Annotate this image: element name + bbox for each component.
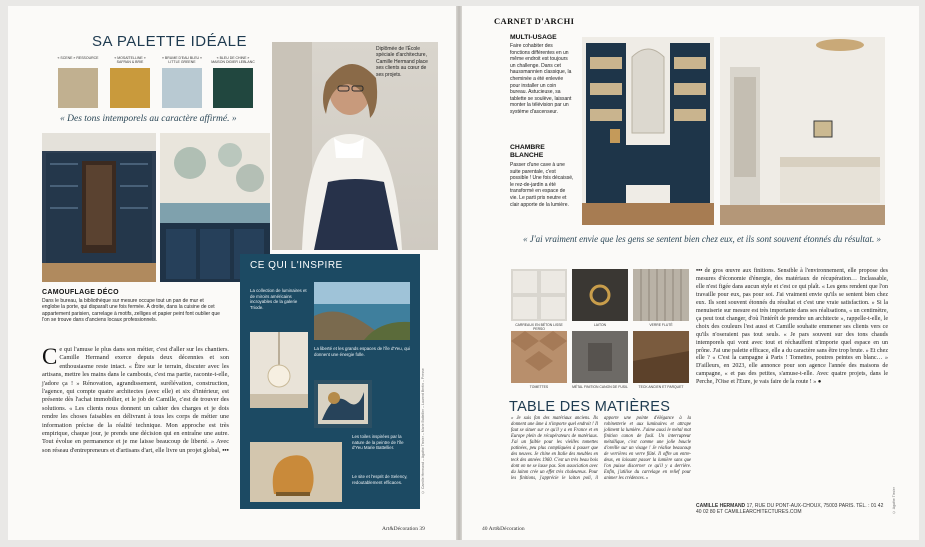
material-caption: CARREAUX EN BÉTON LISSE PERSO [515,323,563,331]
armchair-photo [250,442,342,502]
camouflage-text: Dans le bureau, la bibliothèque sur mesure occupe tout un pan de mur et englobe la porte, qui disparaît une fois fermée. À droite, dans la cuisine de cet appartement parisien, carrelage à motifs, zelliges et papier peint font oublier que l'on se trouve dans d'anciens locaux professionnels. [42,298,220,323]
swatch-caption: « BLEU DE CHINE » MAISON DIDIER LEBLANC [211,56,255,65]
multi-usage-text: Faire cohabiter des fonctions différentes en un même endroit est toujours un challenge. Dans cet haussmannien classique, la cheminée a été enlevée pour installer un coin bureau. Astucieuse, sa tablette se soulève, laissant monter la télévision par un système d'ascenseur. [510,43,572,115]
color-swatch [162,68,202,108]
material-caption: LAITON [593,323,607,327]
inspire-item: La collection de luminaires et de miroirs américains incroyables de la galerie Triode. [250,288,307,310]
materials-table-title: TABLE DES MATIÈRES [509,399,671,415]
inspire-item: Les toiles inspirées par la nature de la peintre de l'île d'Yeu Marie Battellier. [352,434,404,451]
swatch-caption: « BRUME D'EAU BLEU » LITTLE GREENE [162,56,202,65]
inspire-item: La liberté et les grands espaces de l'île d'Yeu, qui donnent une énergie folle. [314,346,410,357]
inspire-item: Le site et l'esprit de Selency, redoutablement efficaces. [352,474,408,485]
material-swatch [572,331,628,383]
contact-info [696,503,888,516]
palette-title: SA PALETTE IDÉALE [92,33,247,50]
drop-cap: C [42,344,58,369]
chambre-title: CHAMBRE BLANCHE [510,144,545,159]
architect-address: 17, RUE DU PONT-AUX-CHOUX, 75003 PARIS. TÉL. : 01 42 40 02 80 ET CAMILLEARCHITECTURES.COM [696,503,884,516]
material-swatch [572,269,628,321]
materials-table-text: « Je suis fan des matériaux anciens. Ils donnent une âme à n'importe quel endroit ! Il faut se situer sur ce qu'il y a en France et en Europe plein de récupérateurs de matériaux. J'ai un faible pour les vieilles tomettes patinées, peu plus compliquées à passer que des neuves. Je chine en Italie des meubles en teck des années 1960. C'est un très beau bois dont on ne se lasse pas. Son association avec du laiton crée un effet très chaleureux. Pour les finitions, j'apprécie le laiton poli, il apporte une pointe d'élégance à la robinetterie et aux luminaires et attrape joliment la lumière. J'aime aussi le métal mat finition canon de fusil. Un interrupteur métallique, c'est comme une jolie boucle d'oreille sur un visage ! Je réalise beaucoup de verrières en verre flûté. Il offre un entre-deux, en laissant passer la lumière sans que l'on puisse discerner ce qu'il y a derrière. Enfin, j'utilise du carrelage en relief pour animer les crédences. » [511,416,691,481]
pull-quote: « J'ai vraiment envie que les gens se sentent bien chez eux, et ils sont souvent étonnés du résultat. » [522,234,882,244]
painting-photo [314,380,372,428]
color-swatch [110,68,150,108]
article-text: e qui l'amuse le plus dans son métier, c'est d'aller sur les chantiers. Camille Hermand exerce depuis deux décennies et son enthousiasme reste intact. « Être sur le terrain, discuter avec les artisans, mettre les mains dans le cambouis, c'est ma partie, raconte-t-elle, j'adore ça ! » Rénovation, agrandissement, surélévation, construction, l'agence, qui compte quatre architectes (avec elle) et six d'intérieur, est présente dès l'achat immobilier, et le job de Camille, c'est de trouver des solutions. « Les clients nous donnent un cahier des charges et je dois rendre les choses faisables en délivrant à tous les corps de métier une information précise de la réalité technique. Mon approche est très empirique, chaque jour, je prends une décision qui en entraîne une autre. Tout évolue en permanence et je me laisse beaucoup de liberté. » Avec son réseau d'entrepreneurs et d'artisans d'art, elle livre un projet global, [42,346,229,454]
island-photo [314,282,410,340]
photo-credits: © Camille Hermand – Agathe Tissier – Marie Battellier – Laurent Bertin – Presse [421,368,425,494]
camouflage-title: CAMOUFLAGE DÉCO [42,289,119,296]
bedroom-photo [720,37,885,225]
inspire-box [240,254,420,509]
swatch-caption: « SCENE » RESSOURCE [57,56,99,60]
color-swatch [213,68,253,108]
lamp-photo [250,332,308,408]
material-swatch [511,269,567,321]
swatch-caption: « MOSAÏTELLINE » SAFRAN & BRIE [114,56,146,65]
right-page [462,6,919,540]
color-swatch [58,68,98,108]
continuation-mark: ••• [696,268,703,274]
material-caption: MÉTAL FINITION CANON DE FUSIL [572,385,628,389]
page-folio: Art&Décoration 39 [382,526,425,532]
section-header: CARNET D'ARCHI [494,16,575,26]
material-swatch [633,331,689,383]
article-column-continued [696,268,888,387]
photo-credit: © Agathe Tissier [892,487,896,514]
inspire-title: CE QUI L'INSPIRE [250,260,343,271]
continuation-mark: ••• [222,446,229,454]
article-text: de gros œuvre aux finitions. Sensible à l'environnement, elle propose des mesures d'économie d'énergie, des matériaux de récupération… Inclassable, elle n'est figée dans aucun style et c'est ce qui plaît. « Les gens rendent que l'on travaille pour eux, pas pour soi. J'ai vraiment envie qu'ils se sentent bien chez eux. Ils sont souvent étonnés du résultat et c'est une vraie satisfaction. » Si la menuiserie sur mesure est très importante dans ses réalisations, « un centimètre, ça peut tout changer, d'où l'intérêt de prendre un architecte », rappelle-t-elle, le choix des couleurs l'est aussi et Camille souhaite emmener ses clients vers ce qu'ils n'oseraient pas tout seuls. « Je pars souvent sur des tons chauds intemporels qui vont avec tout et réchauffent n'importe quel espace en un prône. J'ai une palette efficace, elle a du caractère sans être trop brute. » Et chez elle ? « C'est la campagne à Paris ! Tomettes, poutres peintes en blanc… » D'ailleurs, en 2023, elle annonce pour son agence l'année des maisons de campagne, « et pas des petites, s'amuse-t-elle. Avec quatre projets, dans le Perche, l'Oise et l'Eure, je vais faire de la route ! » ● [696,268,889,386]
multi-usage-title: MULTI-USAGE [510,34,557,41]
material-caption: VERRE FLUTÉ [649,323,673,327]
architect-name: CAMILLE HERMAND [696,503,746,509]
article-column [42,346,229,455]
material-caption: TOMETTES [529,385,549,389]
palette-quote: « Des tons intemporels au caractère affirmé. » [60,114,237,124]
chambre-text: Passer d'une cave à une suite parentale, c'est possible ! Une fois décaissé, le rez-de-jardin a été transformé en espace de vie. Le parti pris neutre et clair apporte de la lumière. [510,162,574,208]
office-photo [42,133,156,282]
material-swatch [633,269,689,321]
material-swatch [511,331,567,383]
page-folio: 40 Art&Décoration [482,526,525,532]
portrait-caption: Diplômée de l'École spéciale d'architecture, Camille Hermand place ses clients au cœur de ses projets. [376,46,428,78]
material-caption: TECK ANCIEN ET PARQUET [638,385,684,389]
bookcase-photo [582,37,714,225]
left-page [8,6,456,540]
